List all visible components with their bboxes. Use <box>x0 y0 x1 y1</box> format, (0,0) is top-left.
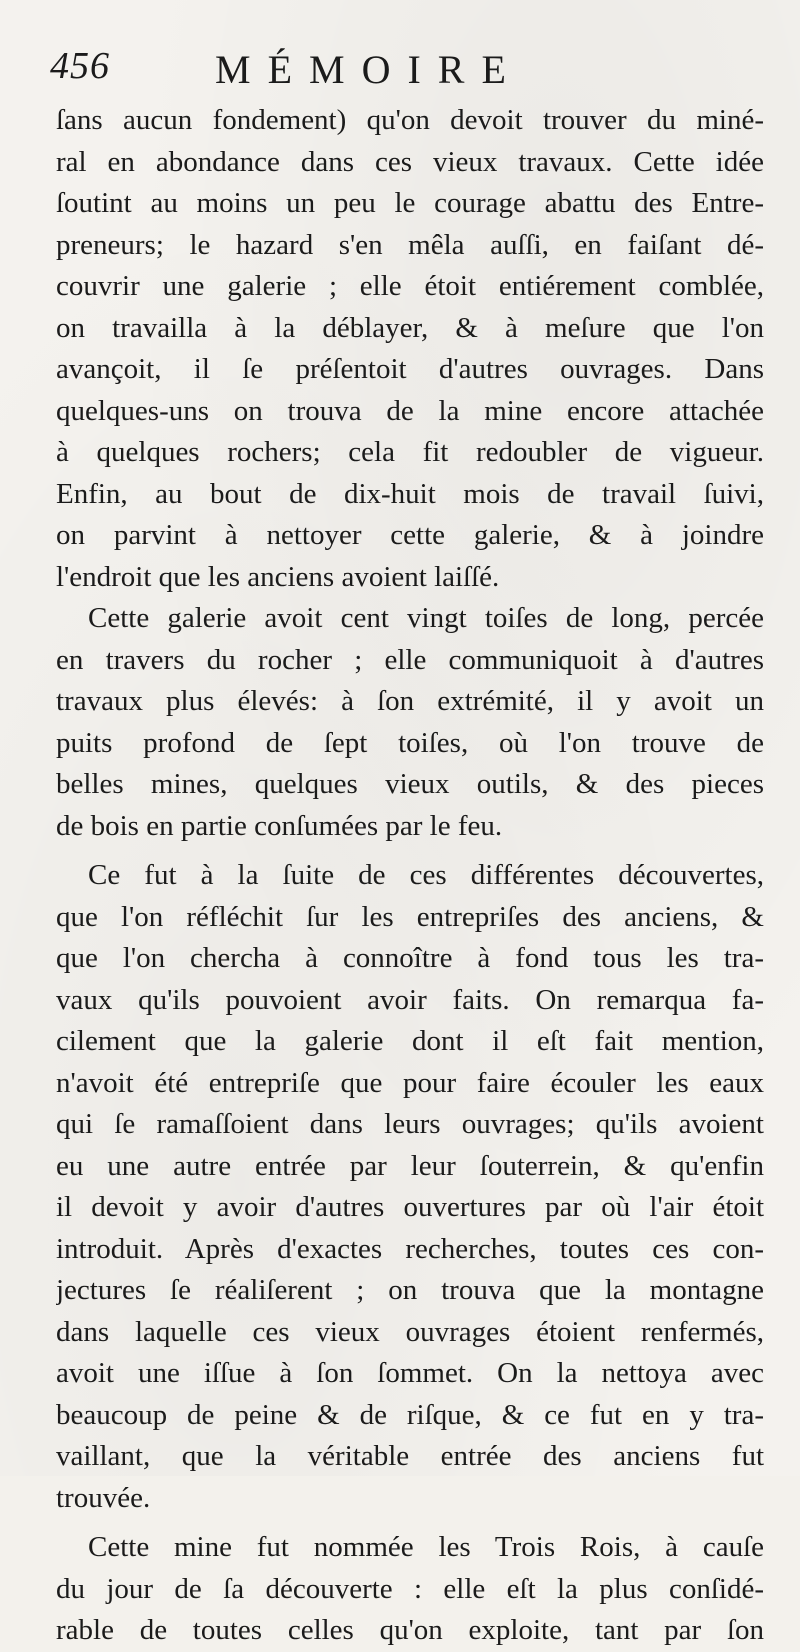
page-number: 456 <box>50 45 110 87</box>
text-line: avoit une iſſue à ſon ſommet. On la nettoya avec <box>56 1357 764 1389</box>
body-text <box>56 100 764 1652</box>
text-line: eu une autre entrée par leur ſouterrein, & qu'enfin <box>56 1149 764 1182</box>
text-line: couvrir une galerie ; elle étoit entiérement comblée, <box>56 270 764 302</box>
text-line: Enfin, au bout de dix-huit mois de travail ſuivi, <box>56 477 764 510</box>
text-line: quelques-uns on trouva de la mine encore attachée <box>56 394 764 427</box>
text-line: il devoit y avoir d'autres ouvertures par où l'air étoit <box>56 1191 764 1223</box>
paragraph-gap <box>56 847 764 855</box>
text-line: que l'on chercha à connoître à fond tous les tra- <box>56 942 764 974</box>
text-line: belles mines, quelques vieux outils, & des pieces <box>56 768 764 800</box>
text-line: ral en abondance dans ces vieux travaux. Cette idée <box>56 145 764 178</box>
text-line: travaux plus élevés: à ſon extrémité, il y avoit un <box>56 685 764 717</box>
text-line: en travers du rocher ; elle communiquoit à d'autres <box>56 643 764 676</box>
text-line: de bois en partie conſumées par le feu. <box>56 809 503 842</box>
text-line: n'avoit été entrepriſe que pour faire écouler les eaux <box>56 1066 764 1099</box>
text-line: qui ſe ramaſſoient dans leurs ouvrages; qu'ils avoient <box>56 1108 764 1140</box>
text-line: introduit. Après d'exactes recherches, toutes ces con- <box>56 1232 764 1265</box>
text-line: vaux qu'ils pouvoient avoir faits. On remarqua fa- <box>56 983 764 1016</box>
text-line: preneurs; le hazard s'en mêla auſſi, en faiſant dé- <box>56 228 764 261</box>
text-line: ſans aucun fondement) qu'on devoit trouver du miné- <box>56 104 764 136</box>
text-line: Cette galerie avoit cent vingt toiſes de long, percée <box>88 602 764 634</box>
text-line: on travailla à la déblayer, & à meſure que l'on <box>56 311 764 344</box>
paragraph <box>56 100 764 598</box>
page-header <box>50 44 770 100</box>
text-line: Ce fut à la ſuite de ces différentes découvertes, <box>88 859 764 891</box>
text-line: l'endroit que les anciens avoient laiſſé. <box>56 560 500 593</box>
text-line: cilement que la galerie dont il eſt fait mention, <box>56 1025 764 1057</box>
text-line: rable de toutes celles qu'on exploite, tant par ſon <box>56 1614 764 1646</box>
text-line: dans laquelle ces vieux ouvrages étoient renfermés, <box>56 1315 764 1348</box>
text-line: jectures ſe réaliſerent ; on trouva que la montagne <box>56 1274 764 1306</box>
paragraph <box>56 855 764 1519</box>
text-line: à quelques rochers; cela fit redoubler de vigueur. <box>56 436 764 468</box>
text-line: trouvée. <box>56 1481 151 1514</box>
text-line: puits profond de ſept toiſes, où l'on trouve de <box>56 726 764 759</box>
paragraph-gap <box>56 1519 764 1527</box>
text-line: on parvint à nettoyer cette galerie, & à joindre <box>56 519 764 551</box>
running-title: MÉMOIRE <box>215 47 523 92</box>
paragraph <box>56 598 764 847</box>
text-line: du jour de ſa découverte : elle eſt la plus conſidé- <box>56 1572 764 1605</box>
paragraph <box>56 1527 764 1652</box>
text-line: vaillant, que la véritable entrée des anciens fut <box>56 1440 764 1472</box>
text-line: Cette mine fut nommée les Trois Rois, à cauſe <box>88 1531 764 1563</box>
text-line: avançoit, il ſe préſentoit d'autres ouvrages. Dans <box>56 353 764 385</box>
text-line: beaucoup de peine & de riſque, & ce fut en y tra- <box>56 1398 764 1431</box>
text-line: ſoutint au moins un peu le courage abattu des Entre- <box>56 187 764 219</box>
text-line: que l'on réfléchit ſur les entrepriſes des anciens, & <box>56 900 764 933</box>
